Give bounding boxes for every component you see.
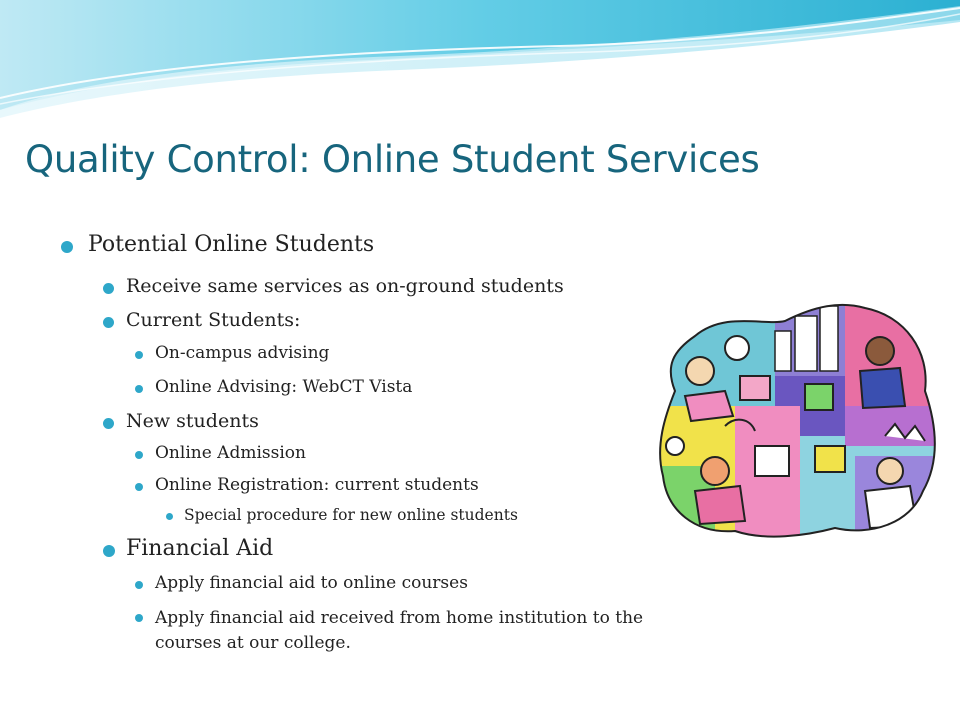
bullet-dot — [103, 283, 114, 294]
bullet-dot — [135, 451, 143, 459]
bullet-item — [184, 506, 518, 524]
bullet-dot — [103, 317, 114, 328]
bullet-dot — [103, 418, 114, 429]
slide-title: Quality Control: Online Student Services — [25, 138, 760, 181]
bullet-item — [126, 410, 259, 432]
bullet-dot — [135, 351, 143, 359]
bullet-dot — [166, 513, 173, 520]
bullet-item — [155, 443, 306, 463]
bullet-item — [155, 573, 468, 593]
bullet-item — [155, 475, 479, 495]
bullet-text: Receive same services as on-ground students — [126, 275, 564, 297]
bullet-item — [88, 232, 374, 257]
bullet-item — [126, 309, 300, 331]
bullet-text: Online Admission — [155, 443, 306, 463]
bullet-dot — [135, 483, 143, 491]
bullet-text: Special procedure for new online students — [184, 506, 518, 524]
bullet-text: Apply financial aid received from home institution to the courses at our college. — [155, 608, 644, 653]
bullet-text: Current Students: — [126, 309, 301, 331]
bullet-text: Potential Online Students — [88, 232, 375, 257]
bullet-dot — [135, 614, 143, 622]
bullet-dot — [103, 545, 115, 557]
bullet-text: On-campus advising — [155, 343, 330, 363]
bullet-item — [155, 606, 655, 656]
bullet-item — [155, 343, 329, 363]
bullet-text: Online Advising: WebCT Vista — [155, 377, 413, 397]
bullet-dot — [135, 385, 143, 393]
bullet-text: Online Registration: current students — [155, 475, 479, 495]
bullet-item — [155, 377, 412, 397]
people-at-computers-clipart-icon — [655, 296, 940, 541]
bullet-text: Apply financial aid to online courses — [155, 573, 468, 593]
bullet-item — [126, 275, 564, 297]
bullet-dot — [135, 581, 143, 589]
bullet-text: Financial Aid — [126, 536, 274, 561]
bullet-dot — [61, 241, 73, 253]
bullet-text: New students — [126, 410, 259, 432]
bullet-item — [126, 536, 273, 561]
